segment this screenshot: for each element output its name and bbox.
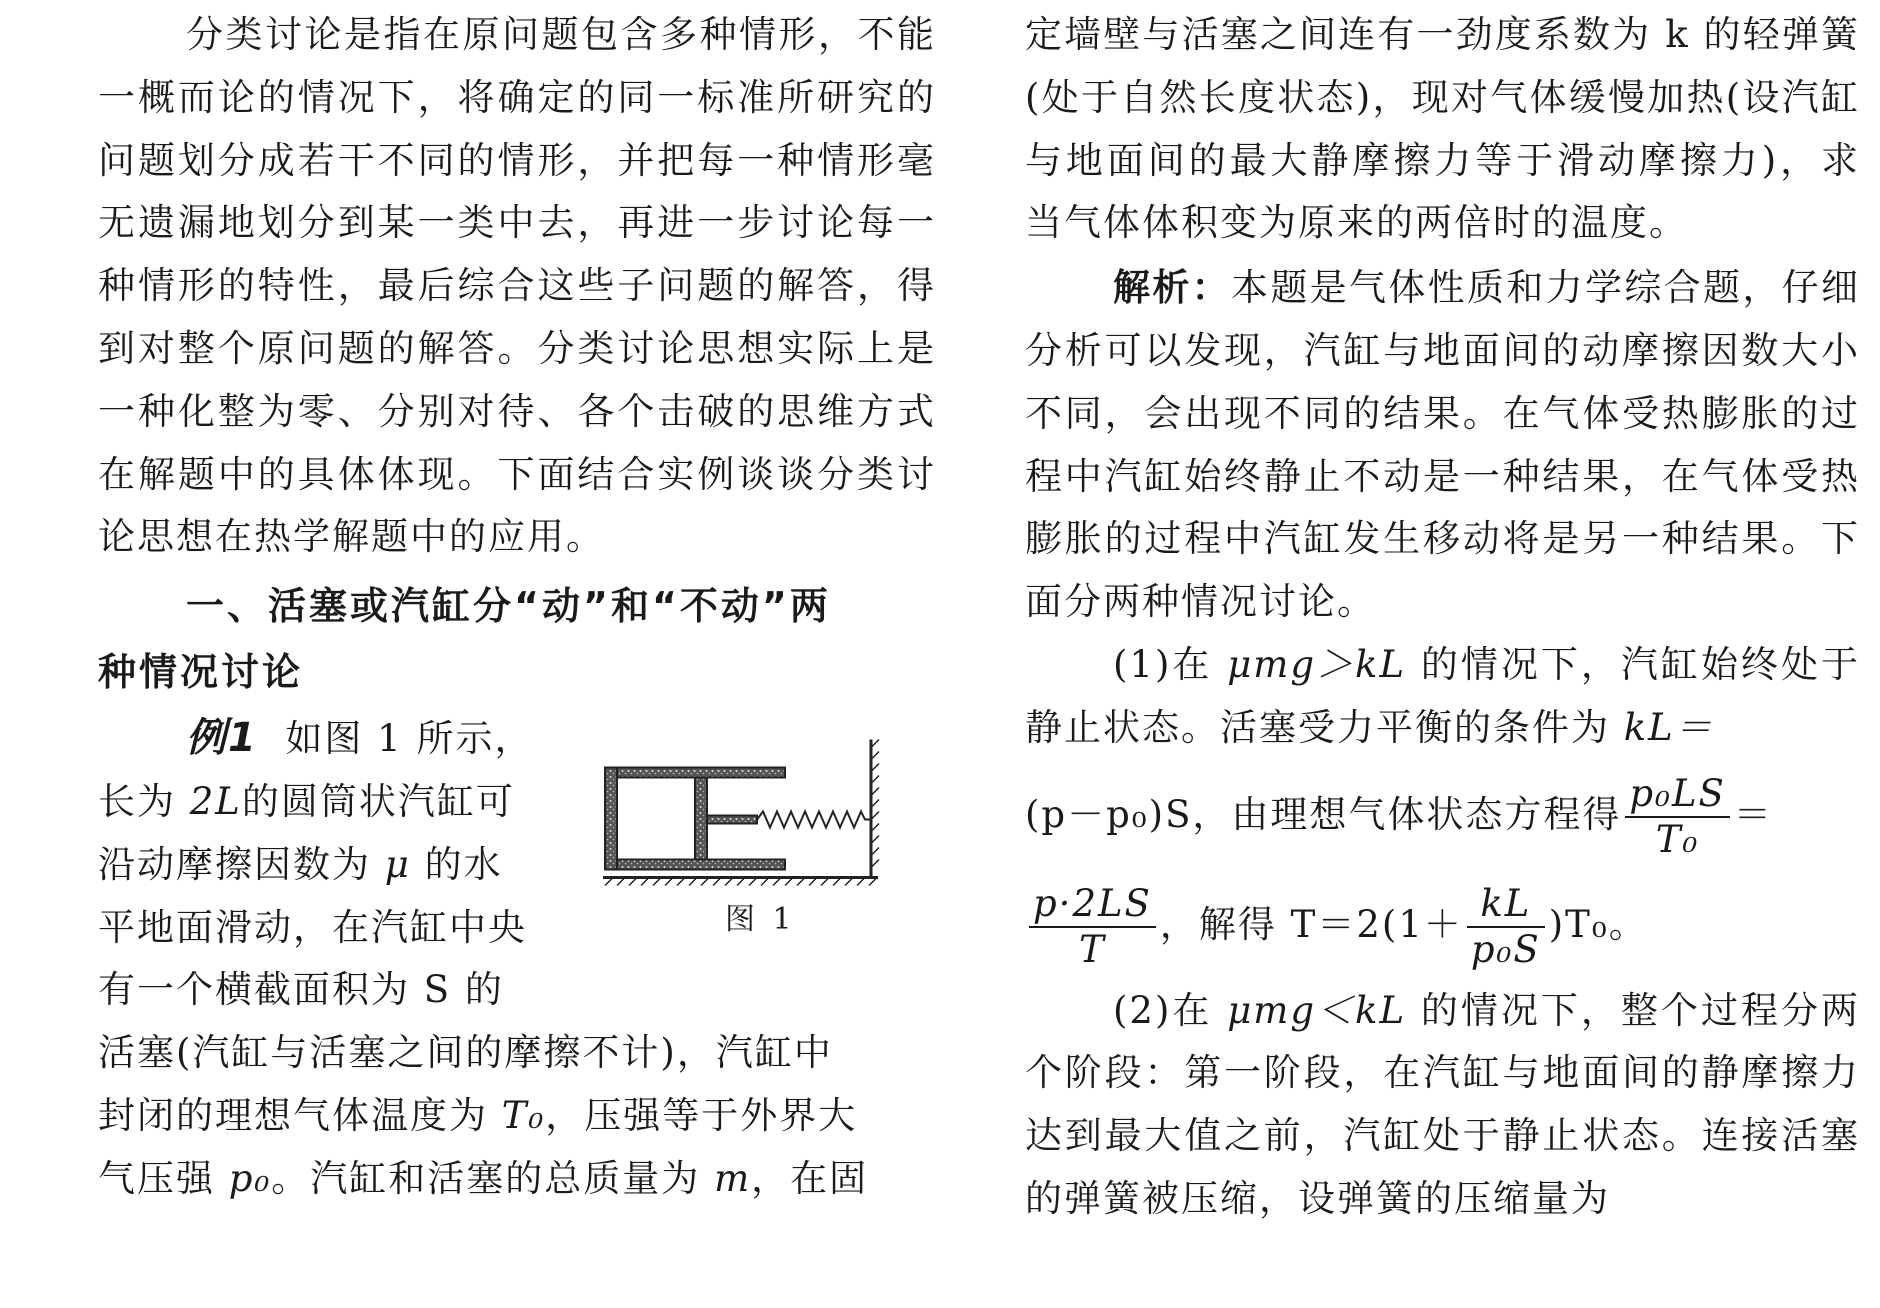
intro-paragraph: 分类讨论是指在原问题包含多种情形，不能一概而论的情况下，将确定的同一标准所研究的问题划分成若干不同的情形，并把每一种情形毫无遗漏地划分到某一类中去，再进一步讨论每一种情形的特性，最后综合这些子问题的解答，得到对整个原问题的解答。分类讨论思想实际上是一种化整为零、分别对待、各个击破的思维方式在解题中的具体体现。下面结合实例谈谈分类讨论思想在热学解题中的应用。 bbox=[98, 13, 936, 559]
case2-condition: μmg＜kL bbox=[1227, 988, 1407, 1032]
fraction-numerator: p·2LS bbox=[1033, 881, 1152, 925]
example-text: 气压强 bbox=[98, 1156, 229, 1200]
piston bbox=[695, 778, 757, 860]
fraction-p2LS-over-T bbox=[1029, 882, 1156, 973]
math-T0: T₀ bbox=[501, 1093, 546, 1137]
case1-paragraph bbox=[1025, 634, 1860, 760]
case2-text: (2)在 bbox=[1113, 988, 1228, 1032]
case2-paragraph bbox=[1025, 980, 1860, 1231]
example-text: ，压强等于外界大 bbox=[545, 1093, 858, 1137]
fraction-denominator: p₀S bbox=[1467, 926, 1545, 972]
left-column bbox=[98, 4, 936, 1211]
fraction-p0LS-over-T0 bbox=[1625, 772, 1729, 863]
analysis-label: 解析： bbox=[1113, 266, 1231, 310]
analysis-text: 本题是气体性质和力学综合题，仔细分析可以发现，汽缸与地面间的动摩擦因数大小不同，会出现不同的结果。在气体受热膨胀的过程中汽缸始终静止不动是一种结果，在气体受热膨胀的过程中汽缸发生移动将是另一种结果。下面分两种情况讨论。 bbox=[1025, 266, 1860, 624]
example-text: 沿动摩擦因数为 bbox=[98, 842, 385, 886]
fraction-kL-over-p0S bbox=[1467, 882, 1545, 973]
case1-formula-line2 bbox=[1025, 870, 1860, 980]
case1-text: (1)在 bbox=[1113, 642, 1228, 686]
equals-sign: ＝ bbox=[1733, 792, 1773, 836]
example-text: 的水 bbox=[410, 842, 503, 886]
example-text: ，在固 bbox=[751, 1156, 869, 1200]
case1-condition: μmg＞kL bbox=[1227, 642, 1407, 686]
section-heading-line2: 种情况讨论 bbox=[98, 650, 304, 695]
case1-solution-text: ，解得 T＝2(1＋ bbox=[1159, 902, 1463, 946]
fraction-denominator: T bbox=[1029, 926, 1156, 972]
fraction-numerator: p₀LS bbox=[1629, 771, 1726, 815]
figure-caption: 图 1 bbox=[725, 902, 796, 938]
example-text-line: 平地面滑动，在汽缸中央 bbox=[98, 905, 527, 949]
example-text-line: 如图 1 所示， bbox=[285, 717, 534, 761]
example-text: 。汽缸和活塞的总质量为 bbox=[271, 1156, 715, 1200]
case1-text: 的情况下，汽缸始终处于静止状态。活塞受力平衡的条件为 bbox=[1025, 642, 1861, 749]
example-text: 的圆筒状汽缸可 bbox=[241, 779, 515, 823]
fraction-numerator: kL bbox=[1480, 881, 1532, 925]
example-text: 活塞(汽缸与活塞之间的摩擦不计)，汽缸中 bbox=[98, 1031, 833, 1075]
example-block bbox=[98, 707, 936, 1210]
example-text: 封闭的理想气体温度为 bbox=[98, 1093, 502, 1137]
case2-text: 的情况下，整个过程分两个阶段：第一阶段，在汽缸与地面间的静摩擦力达到最大值之前，汽缸处于静止状态。连接活塞的弹簧被压缩，设弹簧的压缩量为 bbox=[1025, 988, 1861, 1220]
example-label: 例1 bbox=[186, 715, 258, 762]
problem-continuation: 定墙壁与活塞之间连有一劲度系数为 k 的轻弹簧(处于自然长度状态)，现对气体缓慢加热(设汽缸与地面间的最大静摩擦力等于滑动摩擦力)，求当气体体积变为原来的两倍时的温度。 bbox=[1025, 13, 1860, 245]
math-p0: p₀ bbox=[228, 1156, 272, 1200]
spring bbox=[757, 812, 871, 828]
analysis-paragraph bbox=[1025, 257, 1860, 634]
case1-text: (p－p₀)S，由理想气体状态方程得 bbox=[1025, 792, 1622, 836]
example-text-line: 有一个横截面积为 S 的 bbox=[98, 968, 504, 1012]
right-column bbox=[1025, 4, 1860, 1231]
math-m: m bbox=[714, 1156, 752, 1200]
case1-solution-end: )T₀。 bbox=[1548, 902, 1648, 946]
example-wrapped-text bbox=[98, 707, 578, 1022]
math-2L: 2L bbox=[189, 779, 242, 823]
section-heading-line1: 一、活塞或汽缸分“动”和“不动”两 bbox=[186, 584, 831, 629]
fraction-denominator: T₀ bbox=[1625, 816, 1729, 862]
case1-equation: kL＝ bbox=[1623, 705, 1714, 749]
math-mu: μ bbox=[384, 842, 411, 886]
section-heading bbox=[98, 573, 936, 705]
case1-formula-line1 bbox=[1025, 760, 1860, 870]
example-text: 长为 bbox=[98, 779, 190, 823]
